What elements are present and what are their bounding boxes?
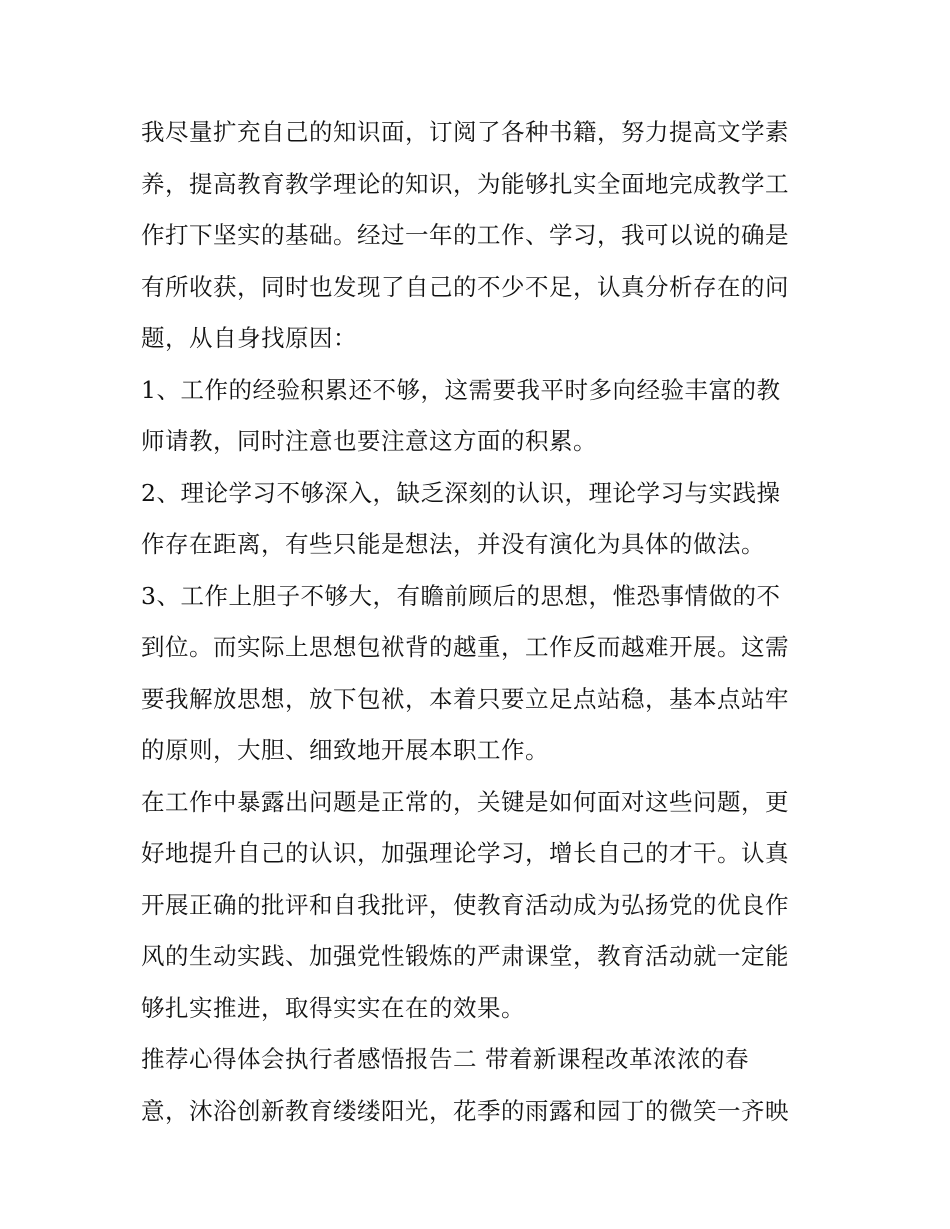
text-line: 我尽量扩充自己的知识面，订阅了各种书籍，努力提高文学素 bbox=[141, 118, 789, 146]
text-line: 有所收获，同时也发现了自己的不少不足，认真分析存在的问 bbox=[141, 272, 789, 301]
text-line: 开展正确的批评和自我批评，使教育活动成为弘扬党的优良作 bbox=[141, 890, 789, 919]
text-line: 题，从自身找原因： bbox=[141, 324, 357, 352]
text-line: 养，提高教育教学理论的知识，为能够扎实全面地完成教学工 bbox=[141, 169, 789, 198]
text-line: 要我解放思想，放下包袱，本着只要立足点站稳，基本点站牢 bbox=[141, 684, 789, 713]
text-line: 在工作中暴露出问题是正常的，关键是如何面对这些问题，更 bbox=[141, 787, 789, 816]
text-line: 好地提升自己的认识，加强理论学习，增长自己的才干。认真 bbox=[141, 839, 789, 867]
list-item-1: 1、工作的经验积累还不够，这需要我平时多向经验丰富的教 bbox=[141, 375, 781, 404]
section-heading-line: 推荐心得体会执行者感悟报告二 带着新课程改革浓浓的春 bbox=[141, 1045, 749, 1073]
text-line: 够扎实推进，取得实实在在的效果。 bbox=[141, 993, 525, 1022]
text-line: 到位。而实际上思想包袱背的越重，工作反而越难开展。这需 bbox=[141, 633, 789, 661]
body-text bbox=[141, 107, 821, 1137]
text-line: 意，沐浴创新教育缕缕阳光，花季的雨露和园丁的微笑一齐映 bbox=[141, 1096, 789, 1125]
text-line: 师请教，同时注意也要注意这方面的积累。 bbox=[141, 427, 597, 455]
list-item-2: 2、理论学习不够深入，缺乏深刻的认识，理论学习与实践操 bbox=[141, 478, 781, 507]
text-line: 作存在距离，有些只能是想法，并没有演化为具体的做法。 bbox=[141, 530, 765, 558]
text-line: 的原则，大胆、细致地开展本职工作。 bbox=[141, 736, 549, 764]
list-item-3: 3、工作上胆子不够大，有瞻前顾后的思想，惟恐事情做的不 bbox=[141, 581, 781, 610]
text-line: 风的生动实践、加强党性锻炼的严肃课堂，教育活动就一定能 bbox=[141, 942, 789, 970]
text-line: 作打下坚实的基础。经过一年的工作、学习，我可以说的确是 bbox=[141, 221, 789, 249]
